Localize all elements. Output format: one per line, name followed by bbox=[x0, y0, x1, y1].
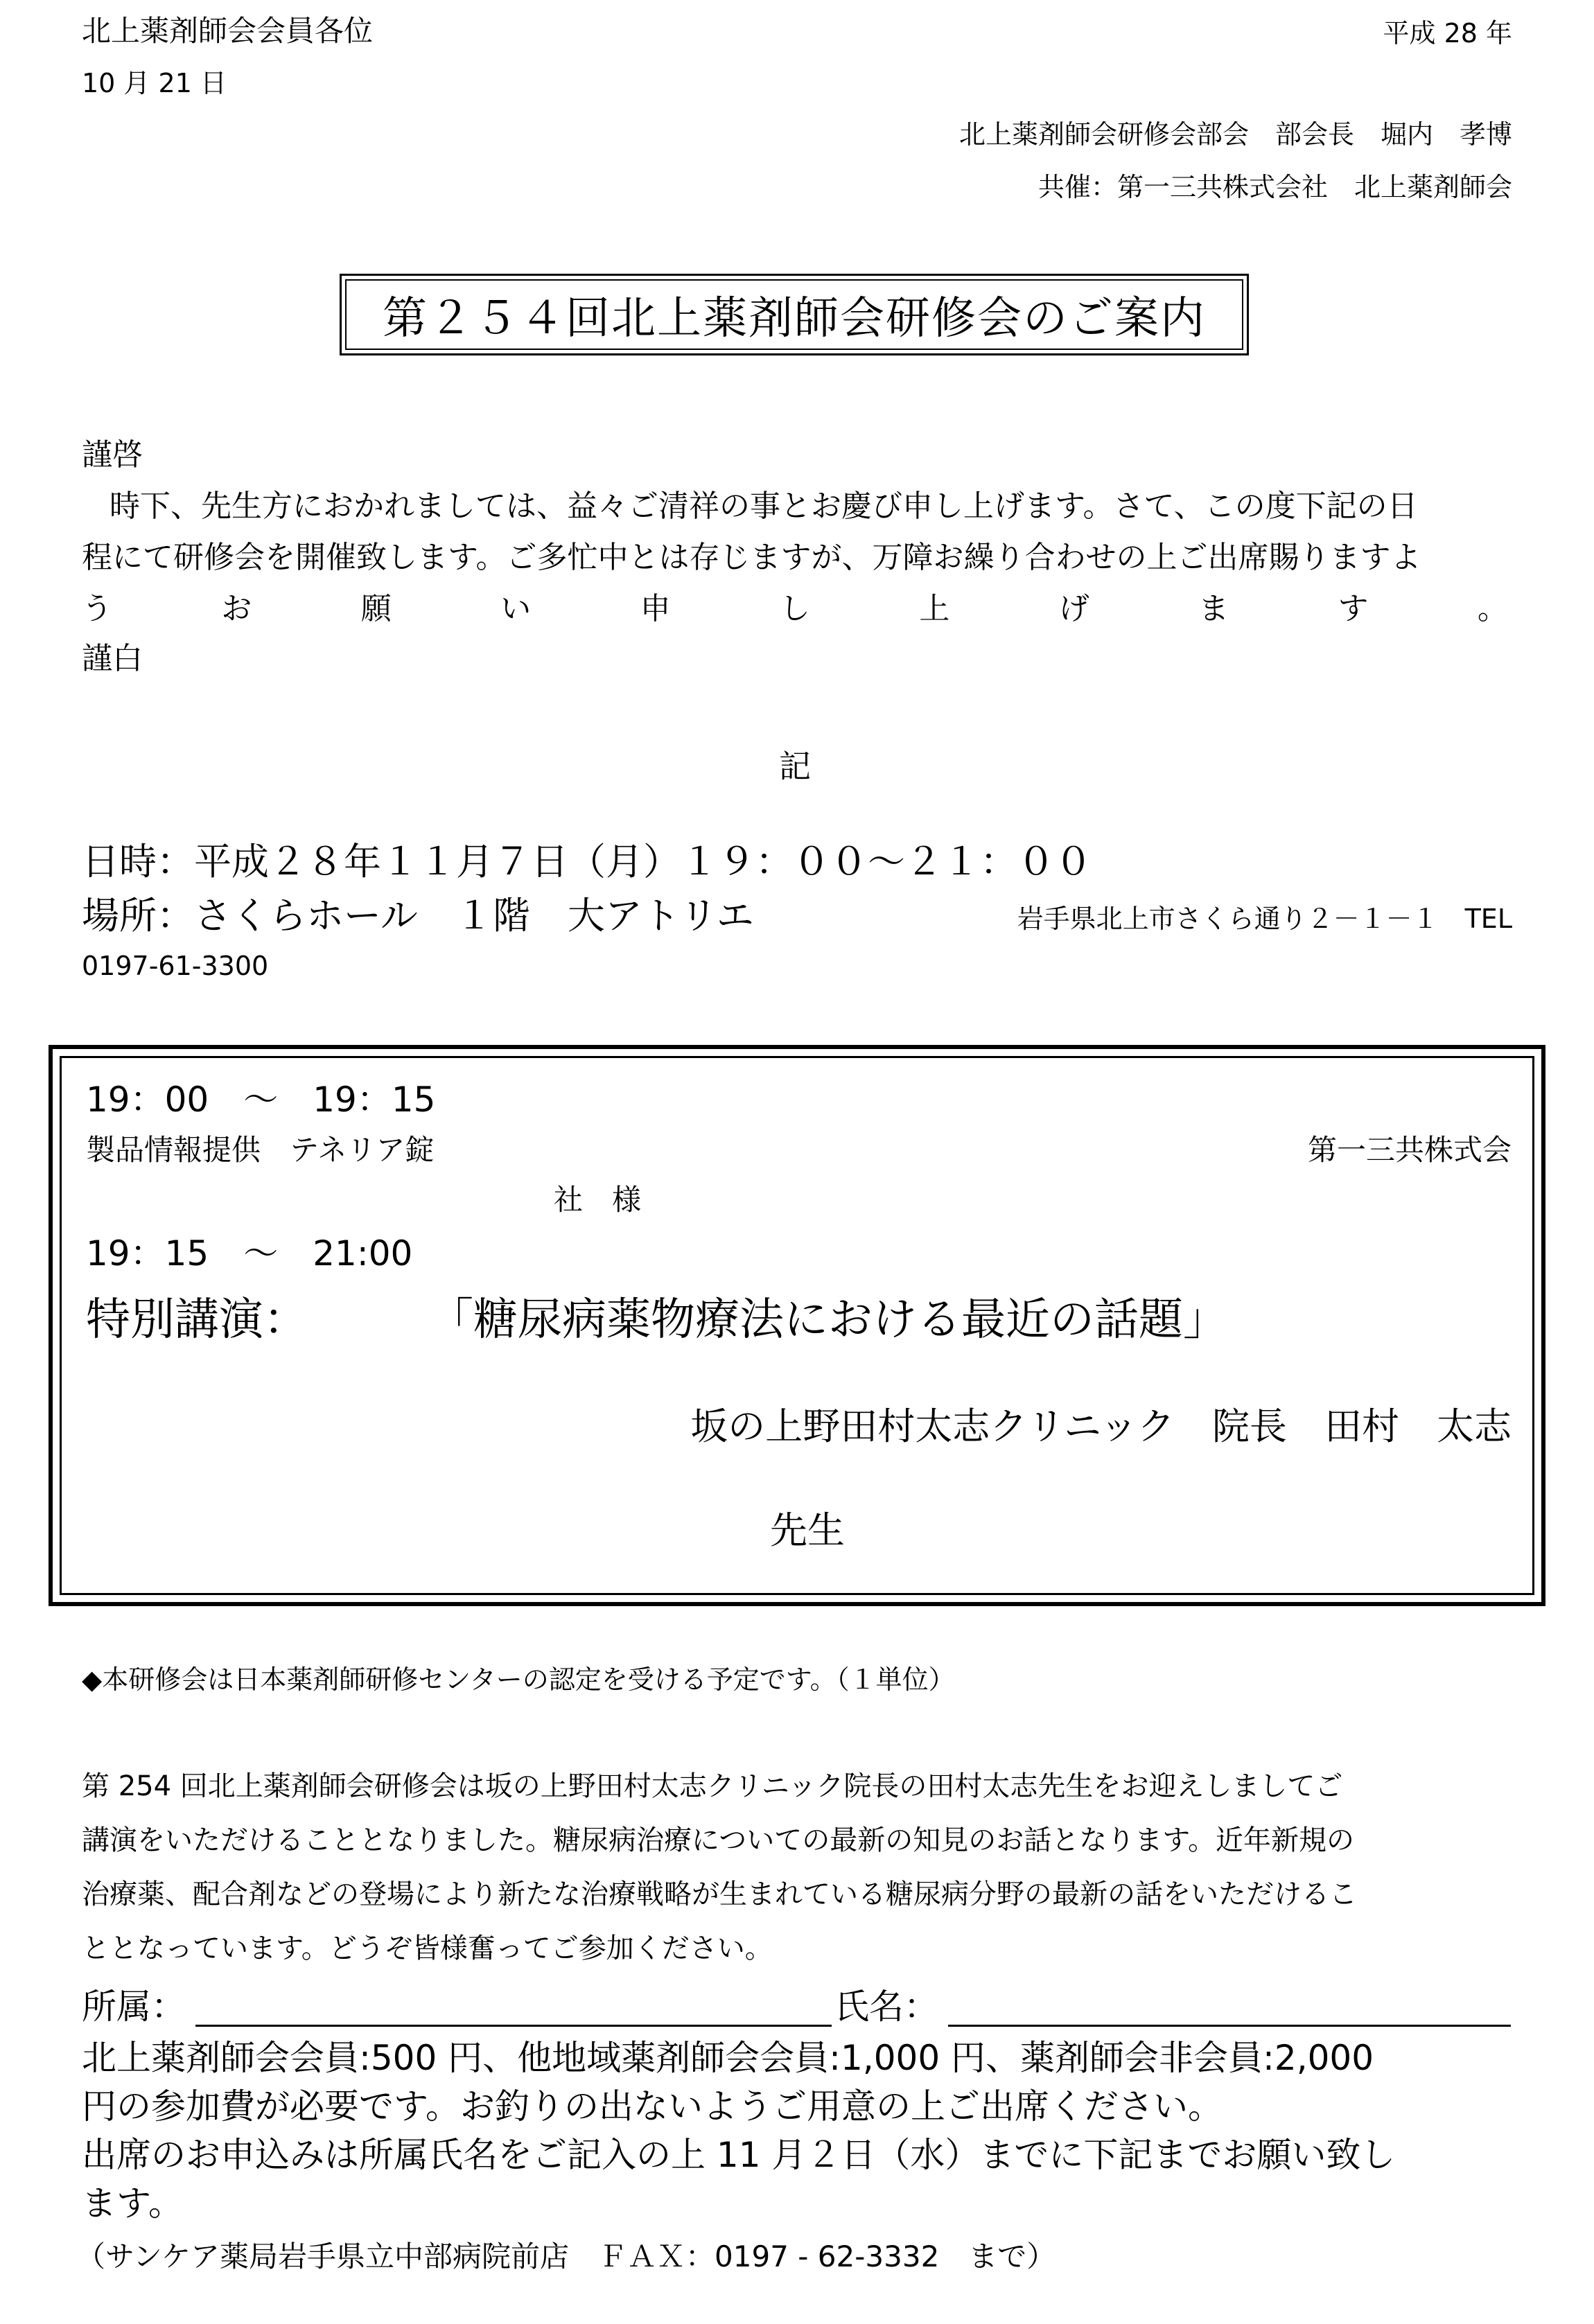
letter-char: げ bbox=[1058, 591, 1089, 626]
affiliation-field[interactable] bbox=[195, 2025, 832, 2027]
letter-char: す bbox=[1338, 591, 1369, 626]
certification-notice: ◆本研修会は日本薬剤師研修センターの認定を受ける予定です。（１単位） bbox=[82, 1664, 955, 1695]
name-field[interactable] bbox=[948, 2025, 1511, 2027]
speaker-suffix: 先生 bbox=[770, 1508, 845, 1552]
letter-char: 願 bbox=[360, 591, 392, 626]
fees-line-2: 円の参加費が必要です。お釣りの出ないようご用意の上ご出席ください。 bbox=[82, 2086, 1223, 2127]
date-era: 平成 28 年 bbox=[1383, 18, 1512, 49]
program-inner-frame bbox=[60, 1056, 1534, 1595]
letter-opening: 謹啓 bbox=[82, 437, 143, 473]
letter-char: 。 bbox=[1477, 591, 1508, 626]
application-contact: （サンケア薬局岩手県立中部病院前店 ＦＡＸ：0197 - 62-3332 まで） bbox=[76, 2239, 1056, 2273]
letter-closing: 謹白 bbox=[82, 641, 143, 676]
letter-char: 申 bbox=[640, 591, 671, 626]
sponsors-line: 共催：第一三共株式会社 北上薬剤師会 bbox=[1037, 172, 1512, 202]
program-frame bbox=[49, 1045, 1545, 1606]
ki-heading: 記 bbox=[779, 748, 811, 785]
event-place: 場所：さくらホール １階 大アトリエ bbox=[82, 894, 754, 937]
speaker: 坂の上野田村太志クリニック 院長 田村 太志 bbox=[690, 1405, 1512, 1448]
lecture-label: 特別講演： bbox=[86, 1294, 308, 1346]
affiliation-label: 所属： bbox=[82, 1987, 186, 2027]
event-address: 岩手県北上市さくら通り２－１－１ TEL bbox=[1017, 904, 1512, 934]
slot1-company-cont: 社 様 bbox=[554, 1183, 642, 1217]
letter-line-2: 程にて研修会を開催致します。ご多忙中とは存じますが、万障お繰り合わせの上ご出席賜りますよ bbox=[82, 540, 1421, 575]
addressee: 北上薬剤師会会員各位 bbox=[82, 14, 374, 48]
slot1-title: 製品情報提供 テネリア錠 bbox=[86, 1133, 435, 1167]
letter-char: う bbox=[82, 591, 112, 626]
letter-line-1: 時下、先生方におかれましては、益々ご清祥の事とお慶び申し上げます。さて、この度下記の日 bbox=[110, 488, 1418, 524]
fees-line-1: 北上薬剤師会会員:500 円、他地域薬剤師会会員:1,000 円、薬剤師会非会員:2,000 bbox=[82, 2038, 1374, 2078]
application-line-1: 出席のお申込みは所属氏名をご記入の上 11 月２日（水）までに下記までお願い致し bbox=[82, 2135, 1396, 2175]
letter-char: ま bbox=[1198, 591, 1229, 626]
letter-char: 上 bbox=[919, 591, 950, 626]
slot1-time: 19：00 ～ 19：15 bbox=[86, 1080, 436, 1120]
slot2-time: 19：15 ～ 21:00 bbox=[86, 1233, 413, 1274]
letter-char: お bbox=[221, 591, 252, 626]
date-month-day: 10 月 21 日 bbox=[82, 68, 227, 98]
organizer-line: 北上薬剤師会研修会部会 部会長 堀内 孝博 bbox=[958, 119, 1512, 150]
event-phone: 0197-61-3300 bbox=[82, 951, 269, 981]
description-line-4: ととなっています。どうぞ皆様奮ってご参加ください。 bbox=[82, 1933, 773, 1964]
description-line-3: 治療薬、配合剤などの登場により新たな治療戦略が生まれている糖尿病分野の最新の話をいただけるこ bbox=[82, 1878, 1357, 1910]
description-line-2: 講演をいただけることとなりました。糖尿病治療についての最新の知見のお話となります。近年新規の bbox=[82, 1824, 1354, 1856]
lecture-title: 「糖尿病薬物療法における最近の話題」 bbox=[429, 1294, 1227, 1346]
slot1-company: 第一三共株式会 bbox=[1307, 1133, 1512, 1167]
name-label: 氏名： bbox=[834, 1987, 938, 2027]
application-line-2: ます。 bbox=[82, 2183, 183, 2224]
letter-char: し bbox=[779, 591, 810, 626]
page-title: 第２５４回北上薬剤師会研修会のご案内 bbox=[345, 279, 1243, 350]
letter-line-3 bbox=[82, 583, 1508, 624]
letter-char: い bbox=[500, 591, 532, 626]
description-line-1: 第 254 回北上薬剤師会研修会は坂の上野田村太志クリニック院長の田村太志先生をお迎えしましてご bbox=[82, 1770, 1343, 1802]
event-datetime: 日時：平成２８年１１月７日（月）１９：００～２１：００ bbox=[82, 840, 1092, 883]
title-frame bbox=[340, 274, 1249, 355]
